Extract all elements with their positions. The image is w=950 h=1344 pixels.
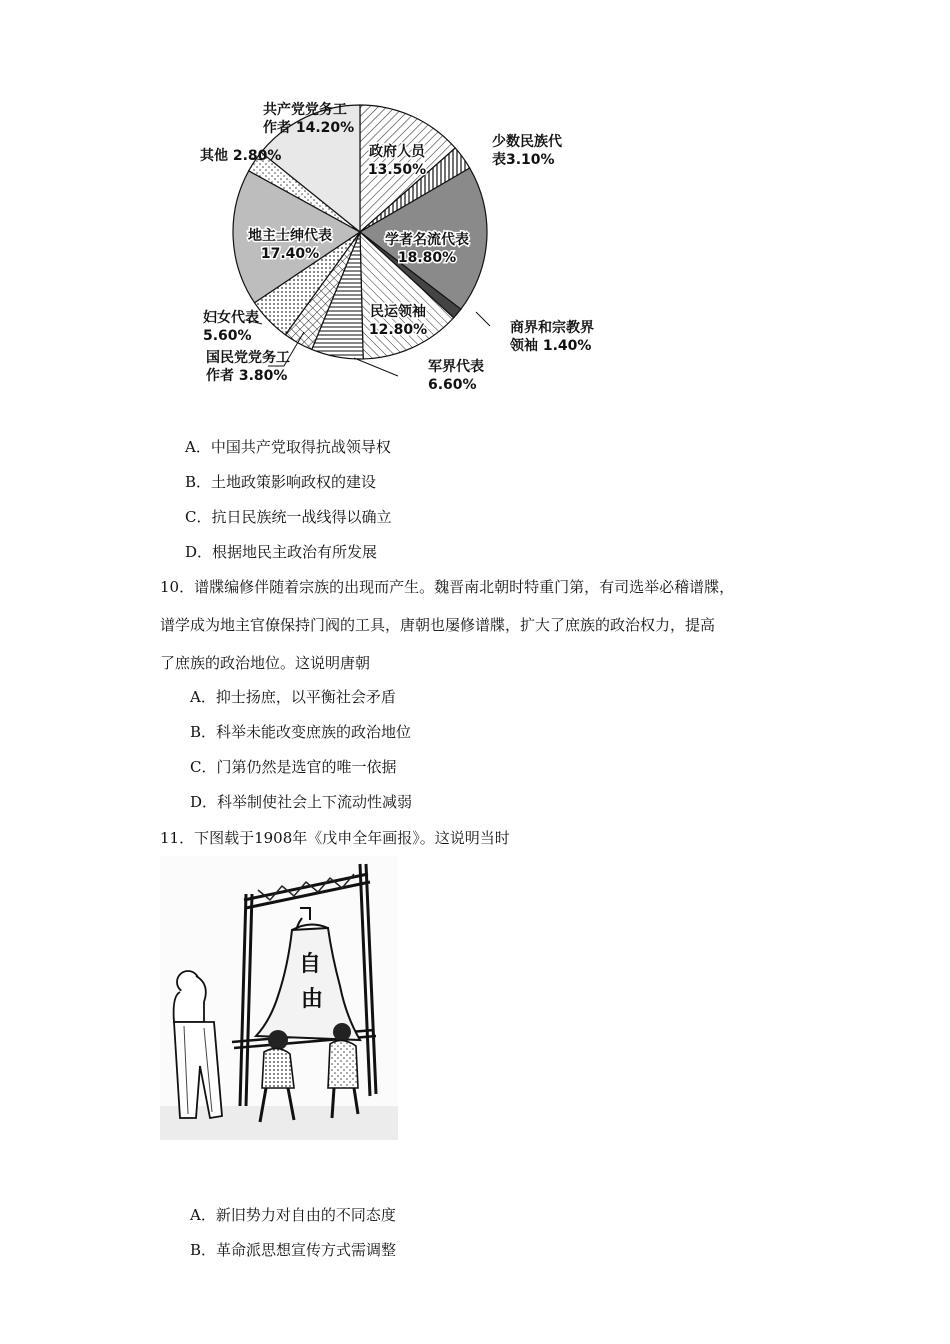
q10-option-d: D．科举制使社会上下流动性减弱 <box>190 793 413 811</box>
pie-chart <box>160 70 594 410</box>
q11-stem: 11．下图载于1908年《戊申全年画报》。这说明当时 <box>160 829 510 847</box>
q10-stem-line-2: 谱学成为地主官僚保持门阀的工具，唐朝也屡修谱牒，扩大了庶族的政治权力，提高 <box>160 616 716 634</box>
q9-option-b: B．土地政策影响政权的建设 <box>185 473 377 491</box>
q11-option-a: A．新旧势力对自由的不同态度 <box>190 1206 396 1224</box>
pie-slice-label: 政府人员 <box>369 144 425 160</box>
pie-slice-label: 国民党党务工 <box>206 350 290 366</box>
q10-option-b: B．科举未能改变庶族的政治地位 <box>190 723 412 741</box>
pie-slice-label: 军界代表 <box>428 359 484 375</box>
q9-option-c: C．抗日民族统一战线得以确立 <box>185 508 392 526</box>
pie-slice-label: 5.60% <box>203 328 252 344</box>
bell-char-2: 由 <box>300 986 324 1012</box>
pie-slice-label: 18.80% <box>397 250 457 266</box>
pie-leader-line <box>476 312 490 326</box>
pie-slice-label: 领袖 1.40% <box>510 338 592 354</box>
pie-slice-label: 表3.10% <box>492 152 555 168</box>
q10-stem-line-1: 10．谱牒编修伴随着宗族的出现而产生。魏晋南北朝时特重门第，有司选举必稽谱牒， <box>160 578 735 596</box>
pie-slice-label: 妇女代表 <box>203 310 259 326</box>
q10-option-a: A．抑士扬庶，以平衡社会矛盾 <box>190 688 396 706</box>
pie-slice-label: 学者名流代表 <box>385 232 469 248</box>
q11-option-b: B．革命派思想宣传方式需调整 <box>190 1241 397 1259</box>
pie-slice-label: 12.80% <box>368 322 428 338</box>
pie-leader-line <box>354 358 398 376</box>
pie-slice-label: 共产党党务工 <box>263 102 347 118</box>
freedom-bell-cartoon <box>160 856 398 1140</box>
pie-slice-label: 少数民族代 <box>492 134 562 150</box>
pie-slice-label: 地主士绅代表 <box>248 228 332 244</box>
q10-option-c: C．门第仍然是选官的唯一依据 <box>190 758 397 776</box>
pie-slice-label: 作者 3.80% <box>206 368 288 384</box>
pie-slice-label: 17.40% <box>260 246 320 262</box>
bell-char-1: 自 <box>298 951 322 977</box>
pie-slice-label: 其他 2.80% <box>200 148 282 164</box>
pie-slice-label: 6.60% <box>428 377 477 393</box>
q9-option-a: A．中国共产党取得抗战领导权 <box>185 438 391 456</box>
pie-slice-label: 作者 14.20% <box>263 120 355 136</box>
pie-slice-label: 商界和宗教界 <box>510 320 594 336</box>
pie-slice-label: 13.50% <box>367 162 427 178</box>
q10-stem-line-3: 了庶族的政治地位。这说明唐朝 <box>160 654 371 672</box>
q9-option-d: D．根据地民主政治有所发展 <box>185 543 378 561</box>
pie-slice-label: 民运领袖 <box>370 304 426 320</box>
